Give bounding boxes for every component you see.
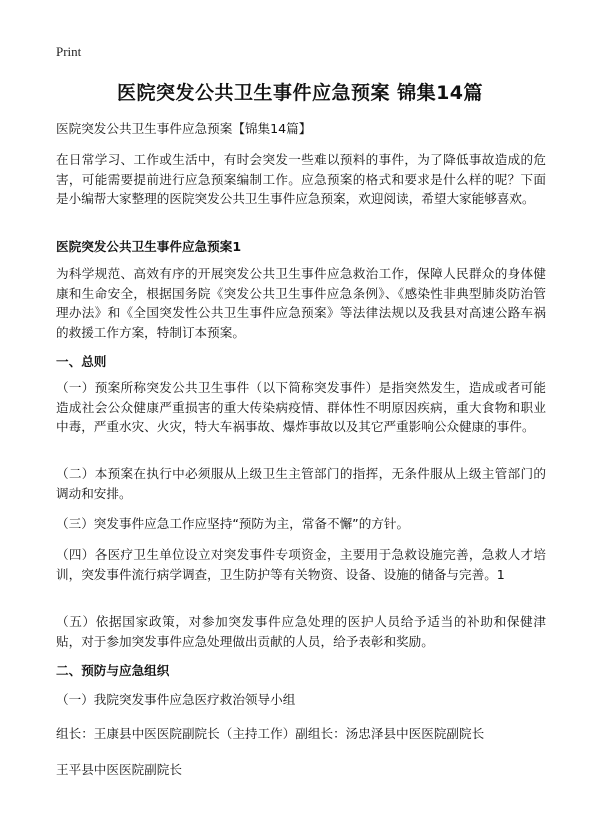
- general-item-4: （四）各医疗卫生单位设立对突发事件专项资金，主要用于急救设施完善，急救人才培训，突发事件流行病学调查，卫生防护等有关物资、设备、设施的储备与完善。1: [56, 547, 546, 582]
- section-heading-organization: 二、预防与应急组织: [56, 663, 170, 678]
- leader-line: 组长：王康县中医医院副院长（主持工作）副组长：汤忠泽县中医医院副院长: [56, 726, 485, 741]
- deputy-line: 王平县中医医院副院长: [56, 762, 182, 777]
- print-link[interactable]: Print: [56, 44, 82, 59]
- section-heading-plan1: 医院突发公共卫生事件应急预案1: [56, 239, 242, 254]
- general-item-2: （二）本预案在执行中必须服从上级卫生主管部门的指挥，无条件服从上级主管部门的调动和安排。: [56, 466, 546, 501]
- section1-intro-paragraph: 为科学规范、高效有序的开展突发公共卫生事件应急救治工作，保障人民群众的身体健康和生命安全，根据国务院《突发公共卫生事件应急条例》、《感染性非典型肺炎防治管理办法》和《全国突发性公共卫生事件应急预案》等法律法规以及我县对高速公路车祸的救援工作方案，特制订本预案。: [56, 266, 546, 340]
- document-subtitle: 医院突发公共卫生事件应急预案【锦集14篇】: [56, 121, 312, 136]
- general-item-1: （一）预案所称突发公共卫生事件（以下简称突发事件）是指突然发生，造成或者可能造成社会公众健康严重损害的重大传染病疫情、群体性不明原因疾病，重大食物和职业中毒，严重水灾、火灾，特大车祸事故、爆炸事故以及其它严重影响公众健康的事件。: [56, 380, 546, 434]
- org-item-1: （一）我院突发事件应急医疗救治领导小组: [56, 692, 296, 707]
- page-title: 医院突发公共卫生事件应急预案 锦集14篇: [116, 82, 484, 104]
- general-item-3: （三）突发事件应急工作应坚持“预防为主，常备不懈”的方针。: [56, 516, 410, 531]
- intro-paragraph: 在日常学习、工作或生活中，有时会突发一些难以预料的事件，为了降低事故造成的危害，可能需要提前进行应急预案编制工作。应急预案的格式和要求是什么样的呢？下面是小编帮大家整理的医院突发公共卫生事件应急预案，欢迎阅读，希望大家能够喜欢。: [56, 152, 546, 206]
- section-heading-general: 一、总则: [56, 354, 107, 369]
- general-item-5: （五）依据国家政策，对参加突发事件应急处理的医护人员给予适当的补助和保健津贴，对于参加突发事件应急处理做出贡献的人员，给予表彰和奖励。: [56, 614, 546, 649]
